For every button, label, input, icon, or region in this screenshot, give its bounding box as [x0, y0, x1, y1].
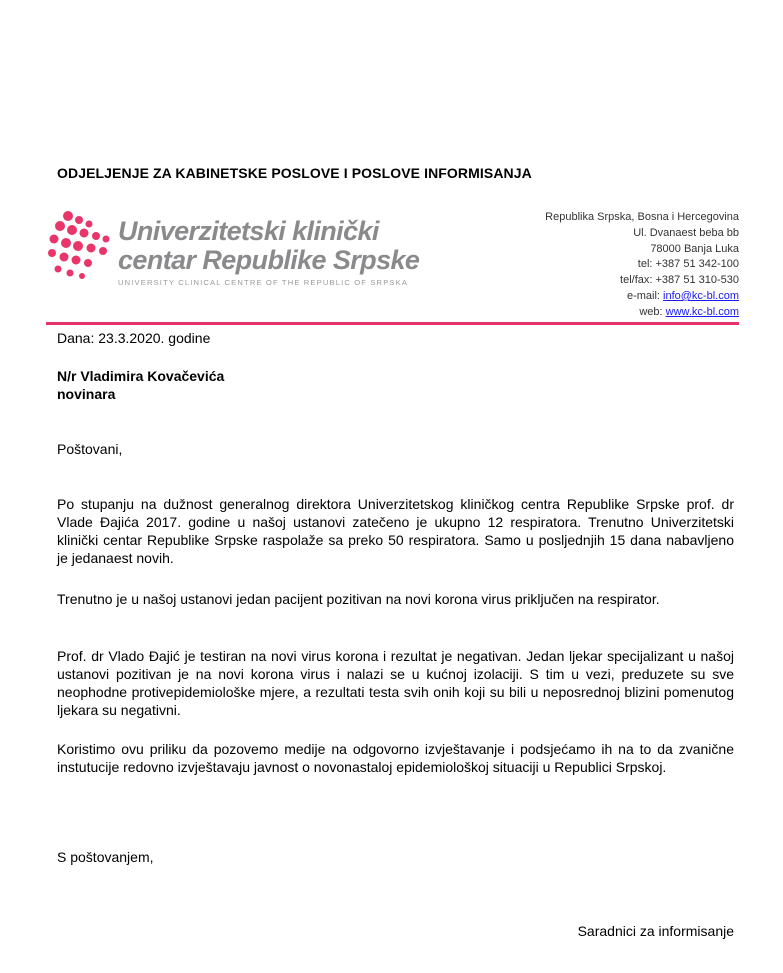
logo-name-line2: centar Republike Srpske [118, 245, 420, 275]
body-paragraph: Koristimo ovu priliku da pozovemo medije na odgovorno izvještavanje i podsjećamo ih na to da zvanične instutucije redovno izvještavaju javnost o novonastaloj epidemiološkoj situaciji u Republici Srpskoj. [57, 741, 734, 775]
contact-phone: tel: +387 51 342-100 [637, 258, 739, 271]
contact-email-label: e-mail: [626, 289, 664, 302]
contact-fax: tel/fax: +387 51 310-530 [620, 274, 739, 287]
contact-block [545, 210, 739, 321]
department-heading: ODJELJENJE ZA KABINETSKE POSLOVE I POSLOVE INFORMISANJA [57, 165, 532, 181]
contact-email-link[interactable]: info@kc-bl.com [663, 289, 739, 302]
contact-address-country: Republika Srpska, Bosna i Hercegovina [545, 211, 739, 223]
letter-signature: Saradnici za informisanje [577, 923, 734, 939]
contact-web-link[interactable]: www.kc-bl.com [665, 305, 739, 318]
body-paragraph: Prof. dr Vlado Đajić je testiran na novi virus korona i rezultat je negativan. Jedan ljekar specijalizant u našoj ustanovi pozitivan je na novi korona virus i nalazi se u kućnoj izolaciji. S tim u vezi, preduzete su sve neophodne protivepidemiološke mjere, a rezultati testa svih onih koji su bili u neposrednoj blizini pomenutog ljekara su negativni. [57, 648, 734, 718]
body-paragraph: Po stupanju na dužnost generalnog direktora Univerzitetskog kliničkog centra Republike Srpske prof. dr Vlade Đajića 2017. godine u našoj ustanovi zatečeno je ukupno 12 respiratora. Trenutno Univerzitetski klinički centar Republike Srpske raspolaže sa preko 50 respiratora. Samo u posljednjih 15 dana nabavljeno je jedanaest novih. [57, 496, 734, 566]
logo-dots-icon [46, 206, 116, 286]
header-divider [46, 322, 739, 325]
letter-date: Dana: 23.3.2020. godine [57, 330, 211, 346]
letter-closing: S poštovanjem, [57, 849, 154, 865]
contact-email-row [545, 289, 739, 305]
contact-address-street: Ul. Dvanaest beba bb [633, 226, 739, 239]
logo-subtitle: UNIVERSITY CLINICAL CENTRE OF THE REPUBLIC OF SRPSKA [118, 278, 409, 287]
contact-web-label: web: [639, 305, 666, 318]
recipient-name: N/r Vladimira Kovačevića [57, 368, 225, 384]
body-paragraph: Trenutno je u našoj ustanovi jedan pacijent pozitivan na novi korona virus priključen na respirator. [57, 591, 660, 607]
contact-web-row [545, 305, 739, 321]
letter-greeting: Poštovani, [57, 441, 123, 457]
logo-name-line1: Univerzitetski klinički [118, 216, 379, 246]
recipient-block [57, 367, 224, 403]
contact-address-city: 78000 Banja Luka [650, 242, 739, 255]
recipient-role: novinara [57, 386, 116, 402]
